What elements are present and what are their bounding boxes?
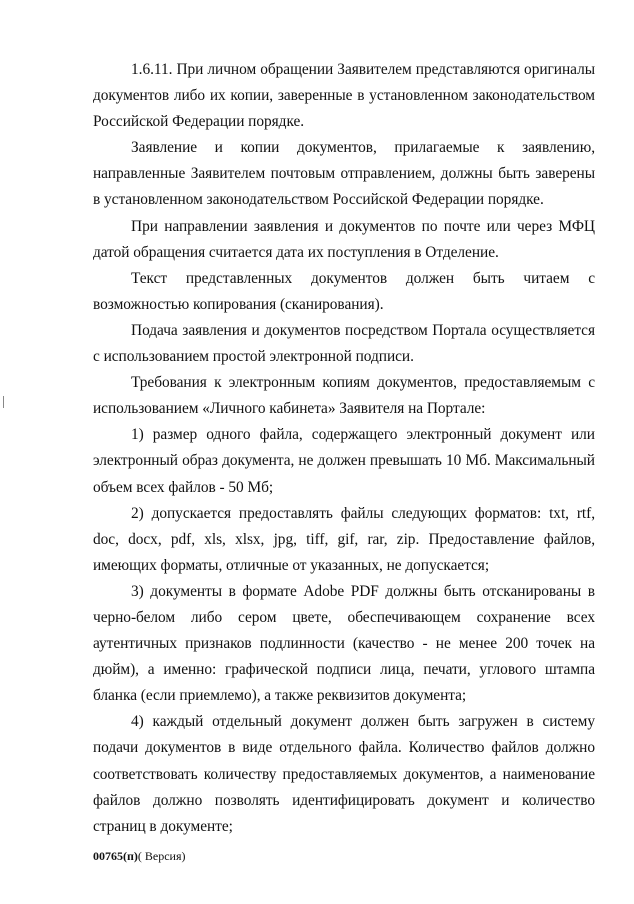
page-footer xyxy=(93,848,186,864)
paragraph-1-6-11: 1.6.11. При личном обращении Заявителем представляются оригиналы документов либо их копии, заверенные в установленном законодательством Российской Федерации порядке. xyxy=(93,61,595,131)
document-body xyxy=(93,57,595,840)
paragraph-requirements-intro: Требования к электронным копиям документов, предоставляемым с использованием «Личного кабинета» Заявителя на Портале: xyxy=(93,374,595,418)
scan-artifact-mark xyxy=(3,396,4,408)
paragraph-mail-copies: Заявление и копии документов, прилагаемые к заявлению, направленные Заявителем почтовым отправлением, должны быть заверены в установленном законодательством Российской Федерации порядке. xyxy=(93,139,595,209)
paragraph-readable-text: Текст представленных документов должен быть читаем с возможностью копирования (сканирования). xyxy=(93,269,595,313)
footer-version: ( Версия) xyxy=(137,849,186,863)
paragraph-requirement-2: 2) допускается предоставлять файлы следующих форматов: txt, rtf, doc, docx, pdf, xls, xlsx, jpg, tiff, gif, rar, zip. Предоставление файлов, имеющих форматы, отличные от указанных, не допускается; xyxy=(93,504,595,574)
paragraph-mail-date: При направлении заявления и документов по почте или через МФЦ датой обращения считается дата их поступления в Отделение. xyxy=(93,217,595,261)
footer-document-code: 00765(п) xyxy=(93,849,138,863)
paragraph-requirement-1: 1) размер одного файла, содержащего электронный документ или электронный образ документа, не должен превышать 10 Мб. Максимальный объем всех файлов - 50 Мб; xyxy=(93,426,595,496)
paragraph-requirement-4: 4) каждый отдельный документ должен быть загружен в систему подачи документов в виде отдельного файла. Количество файлов должно соответствовать количеству предоставляемых документов, а наименование файлов должно позволять идентифицировать документ и количество страниц в документе; xyxy=(93,713,595,835)
paragraph-requirement-3: 3) документы в формате Adobe PDF должны быть отсканированы в черно-белом либо сером цвете, обеспечивающем сохранение всех аутентичных признаков подлинности (качество - не менее 200 точек на дюйм), а именно: графической подписи лица, печати, углового штампа бланка (если приемлемо), а также реквизитов документа; xyxy=(93,582,595,705)
paragraph-portal-signature: Подача заявления и документов посредством Портала осуществляется с использованием простой электронной подписи. xyxy=(93,321,595,366)
